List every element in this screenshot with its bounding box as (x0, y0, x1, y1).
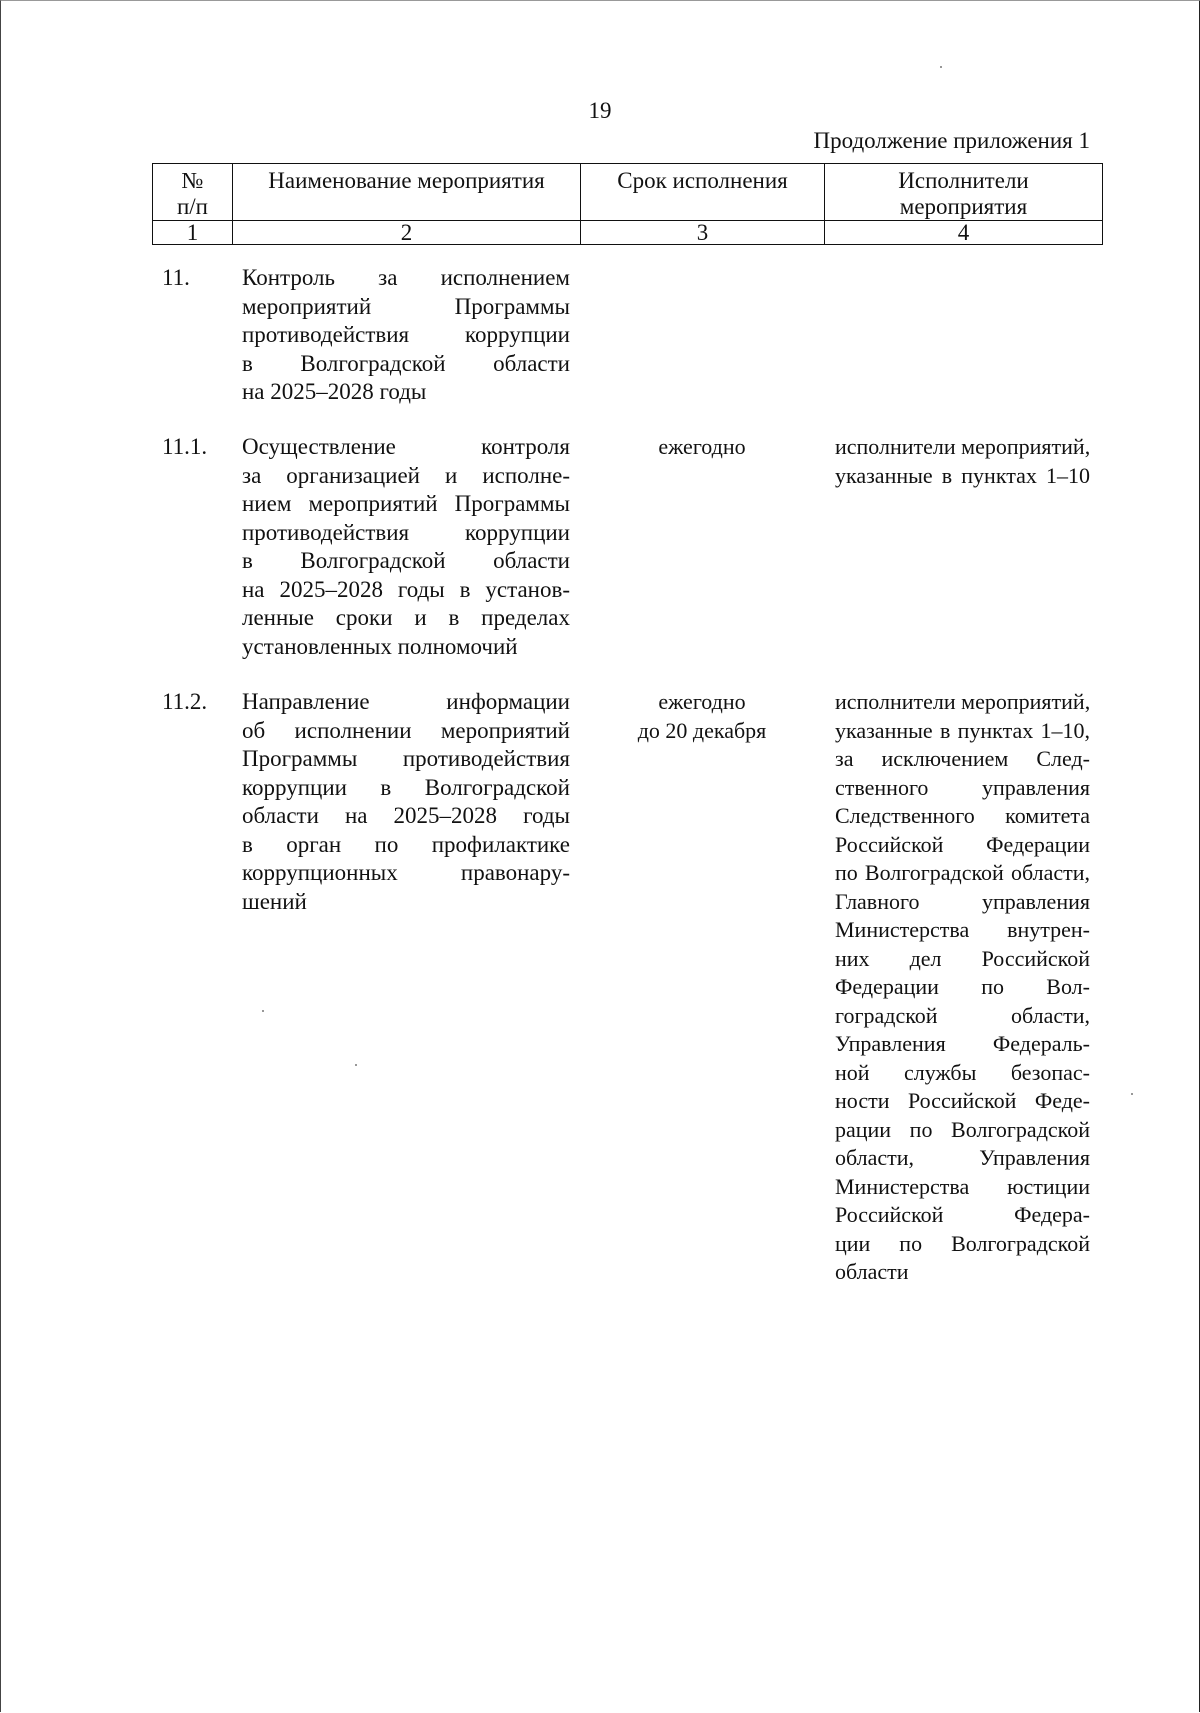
row-name-line: в Волгоградской области (242, 548, 570, 573)
row-executors-line: них дел Российской (835, 945, 1090, 971)
header-executors-line1: Исполнители (898, 168, 1029, 193)
scan-speck (1131, 1093, 1133, 1095)
row-name-line: мероприятий Программы (242, 293, 570, 319)
row-name-line: в орган по профилактике (242, 831, 570, 857)
header-number-cell (153, 164, 233, 221)
row-executors-line: Следственного комитета (835, 803, 1090, 828)
row-executors-line: указанные в пунктах 1–10, (835, 717, 1090, 743)
header-name-cell (233, 164, 581, 221)
row-name-line: на 2025–2028 годы в установ- (242, 576, 570, 602)
row-executors-line: Российской Федера- (835, 1202, 1090, 1227)
row-executors-line: указанные в пунктах 1–10 (835, 462, 1090, 488)
row-term-line: ежегодно (658, 434, 746, 459)
row-executors-line: ственного управления (835, 774, 1090, 800)
row-term-line: ежегодно (658, 689, 746, 714)
row-name-line: ленные сроки и в пределах (242, 605, 570, 630)
header-number-line1: № (181, 168, 204, 193)
row-executors-line: Министерства внутрен- (835, 917, 1090, 942)
row-executors (835, 688, 1090, 1287)
scan-speck (940, 66, 942, 68)
row-executors-line: ности Российской Феде- (835, 1088, 1090, 1113)
header-executors-cell (825, 164, 1103, 221)
row-name-line: об исполнении мероприятий (242, 717, 570, 743)
row-executors-line: Министерства юстиции (835, 1173, 1090, 1199)
row-name-line: Контроль за исполнением (242, 265, 570, 290)
row-executors-line: Российской Федерации (835, 831, 1090, 857)
row-executors-line: ной службы безопас- (835, 1059, 1090, 1085)
row-name-line: нием мероприятий Программы (242, 491, 570, 516)
row-executors-line: Федерации по Вол- (835, 974, 1090, 999)
appendix-continuation-label: Продолжение приложения 1 (813, 128, 1090, 153)
column-number-4: 4 (825, 221, 1103, 245)
row-executors-line: области, Управления (835, 1145, 1090, 1170)
scan-speck (355, 1064, 357, 1066)
page-number: 19 (588, 98, 612, 123)
row-name-line: коррупционных правонару- (242, 860, 570, 885)
row-executors-line: за исключением След- (835, 746, 1090, 771)
header-number-line2: п/п (176, 194, 208, 219)
table-header (152, 163, 1103, 245)
header-name: Наименование мероприятия (268, 168, 545, 193)
row-number: 11.1. (162, 434, 208, 459)
row-name (242, 688, 570, 916)
column-number-3: 3 (581, 221, 825, 245)
row-executors-line: исполнители мероприятий, (835, 689, 1091, 714)
row-executors-line: исполнители мероприятий, (835, 434, 1091, 459)
row-name-line: области на 2025–2028 годы (242, 803, 570, 828)
row-name-line: коррупции в Волгоградской (242, 774, 570, 800)
row-name-line: в Волгоградской области (242, 350, 570, 376)
row-name (242, 433, 570, 661)
scan-speck (262, 1010, 264, 1012)
row-name-line: противодействия коррупции (242, 519, 570, 545)
header-term: Срок исполнения (617, 168, 788, 193)
row-executors-line: области (835, 1259, 909, 1284)
row-executors-line: Управления Федераль- (835, 1031, 1090, 1056)
row-executors (835, 433, 1090, 490)
header-term-cell (581, 164, 825, 221)
row-executors-line: рации по Волгоградской (835, 1116, 1090, 1142)
row-name-line: Осуществление контроля (242, 434, 570, 459)
column-number-1: 1 (153, 221, 233, 245)
row-name-line: за организацией и исполне- (242, 462, 570, 488)
row-number: 11. (162, 265, 190, 290)
row-name-line: противодействия коррупции (242, 322, 570, 347)
row-name-line: на 2025–2028 годы (242, 379, 427, 404)
row-name-line: установленных полномочий (242, 633, 518, 659)
row-name-line: шений (242, 888, 307, 914)
header-executors-line2: мероприятия (899, 194, 1028, 219)
row-executors-line: по Волгоградской области, (835, 860, 1090, 885)
column-number-2: 2 (233, 221, 581, 245)
row-number: 11.2. (162, 689, 208, 714)
row-executors-line: гоградской области, (835, 1002, 1090, 1028)
row-executors-line: Главного управления (835, 888, 1090, 914)
row-term-line: до 20 декабря (637, 717, 767, 743)
row-name-line: Программы противодействия (242, 746, 570, 771)
row-name (242, 264, 570, 407)
row-term (587, 433, 817, 462)
row-term (587, 688, 817, 745)
row-name-line: Направление информации (242, 689, 570, 714)
row-executors-line: ции по Волгоградской (835, 1230, 1090, 1256)
